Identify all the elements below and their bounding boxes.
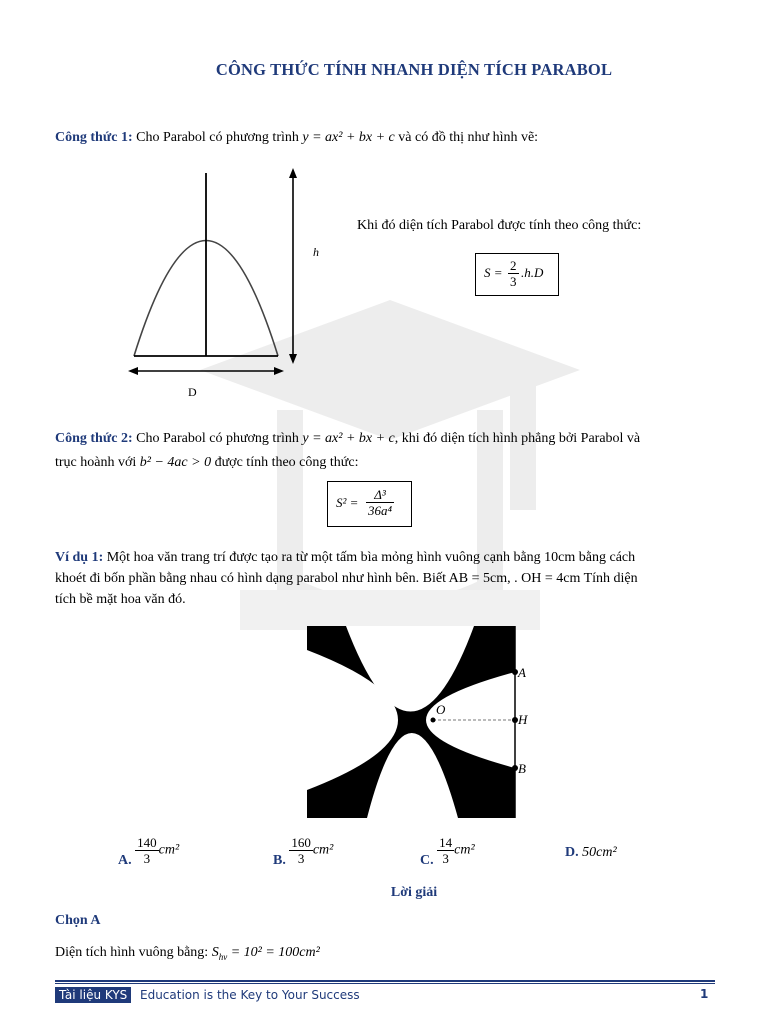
answer-a[interactable]	[118, 835, 179, 866]
formula1-num: 2	[510, 258, 517, 273]
formula2-equation: y = ax² + bx + c	[302, 431, 395, 446]
point-b-label: B	[518, 761, 526, 776]
point-o-label: O	[436, 702, 446, 717]
formula1-fraction	[508, 258, 519, 289]
solution-line1-text: Diện tích hình vuông bằng:	[55, 945, 212, 960]
solution-choice: Chọn A	[55, 913, 101, 928]
solution-heading: Lời giải	[390, 885, 438, 900]
example1-line3: tích bề mặt hoa văn đó.	[55, 592, 186, 607]
formula2-fraction	[366, 487, 394, 518]
formula1-equation: y = ax² + bx + c	[302, 130, 395, 145]
answer-c[interactable]	[420, 835, 475, 866]
formula2-text-b: , khi đó diện tích hình phẳng bởi Parabol và	[394, 431, 641, 446]
answer-c-fraction	[437, 835, 454, 866]
answer-d-letter: D.	[565, 845, 579, 860]
answer-a-den: 3	[143, 851, 151, 866]
formula2-text-a: Cho Parabol có phương trình	[132, 431, 303, 446]
formula1-lhs: S =	[484, 265, 503, 280]
formula2-lhs: S² =	[336, 495, 359, 510]
formula2-condition: b² − 4ac > 0	[139, 455, 212, 470]
solution-line1-sub: hv	[218, 951, 228, 962]
answer-c-unit: cm²	[454, 842, 475, 858]
answer-b-den: 3	[297, 851, 305, 866]
formula1-den: 3	[510, 274, 517, 289]
formula1-rest: .h.D	[521, 265, 544, 280]
example1-label: Ví dụ 1:	[55, 550, 104, 565]
formula1-intro	[55, 127, 715, 148]
example1-line1	[55, 547, 735, 568]
parabol-figure	[120, 160, 320, 400]
formula2-den: 36a⁴	[368, 503, 393, 518]
page-number: 1	[700, 987, 709, 1001]
formula2-line2-b: được tính theo công thức:	[211, 455, 359, 470]
formula1-label: Công thức 1:	[55, 130, 133, 145]
formula2-box	[327, 481, 412, 527]
formula2-line2-a: trục hoành với	[55, 455, 140, 470]
formula2-num: Δ³	[366, 487, 394, 503]
answer-b-unit: cm²	[312, 842, 334, 858]
answer-a-fraction	[135, 835, 159, 866]
example1-text1: Một hoa văn trang trí được tạo ra từ một tấm bìa mỏng hình vuông cạnh bằng 10cm bằng cách	[103, 550, 636, 565]
solution-line1-rest: = 10² = 100cm²	[227, 945, 320, 960]
answer-a-num: 140	[137, 835, 157, 850]
answer-d-value: 50cm²	[582, 845, 617, 860]
formula1-text-b: và có đồ thị như hình vẽ:	[394, 130, 539, 145]
page-title: CÔNG THỨC TÍNH NHANH DIỆN TÍCH PARABOL	[215, 60, 613, 79]
formula2-line2	[55, 452, 358, 473]
footer-slogan: Education is the Key to Your Success	[140, 988, 360, 1002]
answer-b-letter: B.	[273, 852, 286, 868]
formula1-side-text: Khi đó diện tích Parabol được tính theo công thức:	[357, 218, 642, 233]
answer-c-letter: C.	[420, 852, 434, 868]
pattern-figure	[300, 620, 540, 825]
answer-d[interactable]	[565, 845, 617, 861]
answer-b-fraction	[289, 835, 313, 866]
example1-line2: khoét đi bốn phần bằng nhau có hình dạng parabol như hình bên. Biết AB = 5cm, . OH = 4cm Tính diện	[55, 571, 638, 586]
height-label: h	[313, 245, 319, 259]
formula2-line1	[55, 428, 725, 449]
formula1-text-a: Cho Parabol có phương trình	[132, 130, 303, 145]
width-label: D	[188, 385, 197, 399]
point-h-label: H	[518, 712, 528, 727]
answer-b-num: 160	[291, 835, 311, 850]
footer-rule-thin	[55, 983, 715, 984]
footer-brand: Tài liệu KYS	[55, 987, 131, 1003]
answer-b[interactable]	[273, 835, 333, 866]
formula1-box	[475, 253, 559, 296]
solution-line1	[55, 942, 320, 968]
answer-c-num: 14	[439, 835, 453, 850]
solution-line1-eq: S	[211, 945, 219, 960]
answer-c-den: 3	[442, 851, 449, 866]
answer-a-letter: A.	[118, 852, 132, 868]
formula2-label: Công thức 2:	[55, 431, 133, 446]
point-a-label: A	[518, 665, 526, 680]
answer-a-unit: cm²	[158, 842, 180, 858]
footer-rule	[55, 980, 715, 982]
